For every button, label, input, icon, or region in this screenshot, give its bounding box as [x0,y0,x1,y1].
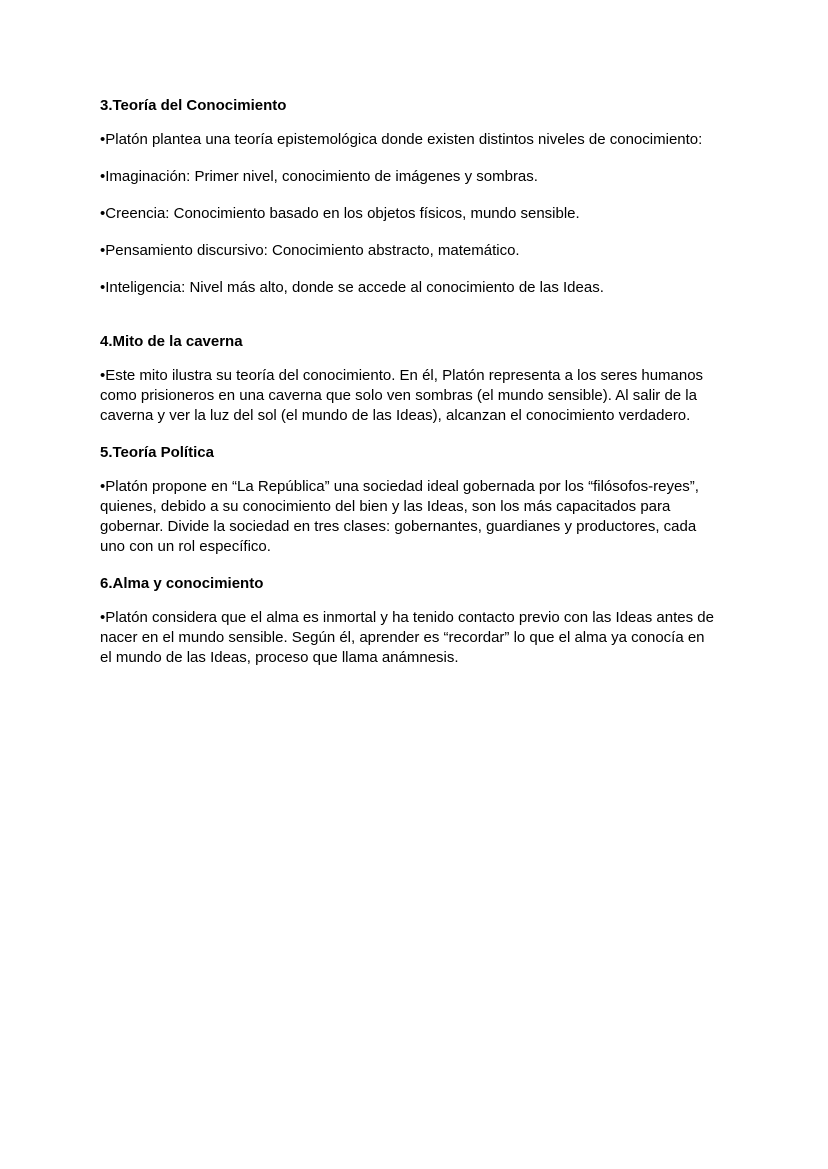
section-mito-caverna [100,332,732,426]
paragraph: •Este mito ilustra su teoría del conocimiento. En él, Platón representa a los seres humanos como prisioneros en una caverna que solo ven sombras (el mundo sensible). Al salir de la caverna y ver la luz del sol (el mundo de las Ideas), alcanzan el conocimiento verdadero. [100,367,704,424]
section-title: 5.Teoría Política [100,444,214,461]
document-page [100,96,732,685]
section-teoria-conocimiento [100,96,732,298]
spacer [100,298,732,332]
paragraph: •Platón propone en “La República” una sociedad ideal gobernada por los “filósofos-reyes”, quienes, debido a su conocimiento del bien y las Ideas, son los más capacitados para gobernar. Divide la sociedad en tres clases: gobernantes, guardianes y productores, cada uno con un rol específico. [100,478,699,555]
section-title: 3.Teoría del Conocimiento [100,97,287,114]
paragraph: •Creencia: Conocimiento basado en los objetos físicos, mundo sensible. [100,205,580,222]
section-title: 4.Mito de la caverna [100,333,243,350]
paragraph: •Platón considera que el alma es inmortal y ha tenido contacto previo con las Ideas antes de nacer en el mundo sensible. Según él, aprender es “recordar” lo que el alma ya conocía en el mundo de las Ideas, proceso que llama anámnesis. [100,609,714,666]
section-alma-conocimiento [100,574,732,668]
paragraph: •Platón plantea una teoría epistemológica donde existen distintos niveles de conocimiento: [100,131,703,148]
section-title: 6.Alma y conocimiento [100,575,264,592]
paragraph: •Imaginación: Primer nivel, conocimiento de imágenes y sombras. [100,168,538,185]
paragraph: •Pensamiento discursivo: Conocimiento abstracto, matemático. [100,242,520,259]
section-teoria-politica [100,443,732,557]
paragraph: •Inteligencia: Nivel más alto, donde se accede al conocimiento de las Ideas. [100,279,604,296]
